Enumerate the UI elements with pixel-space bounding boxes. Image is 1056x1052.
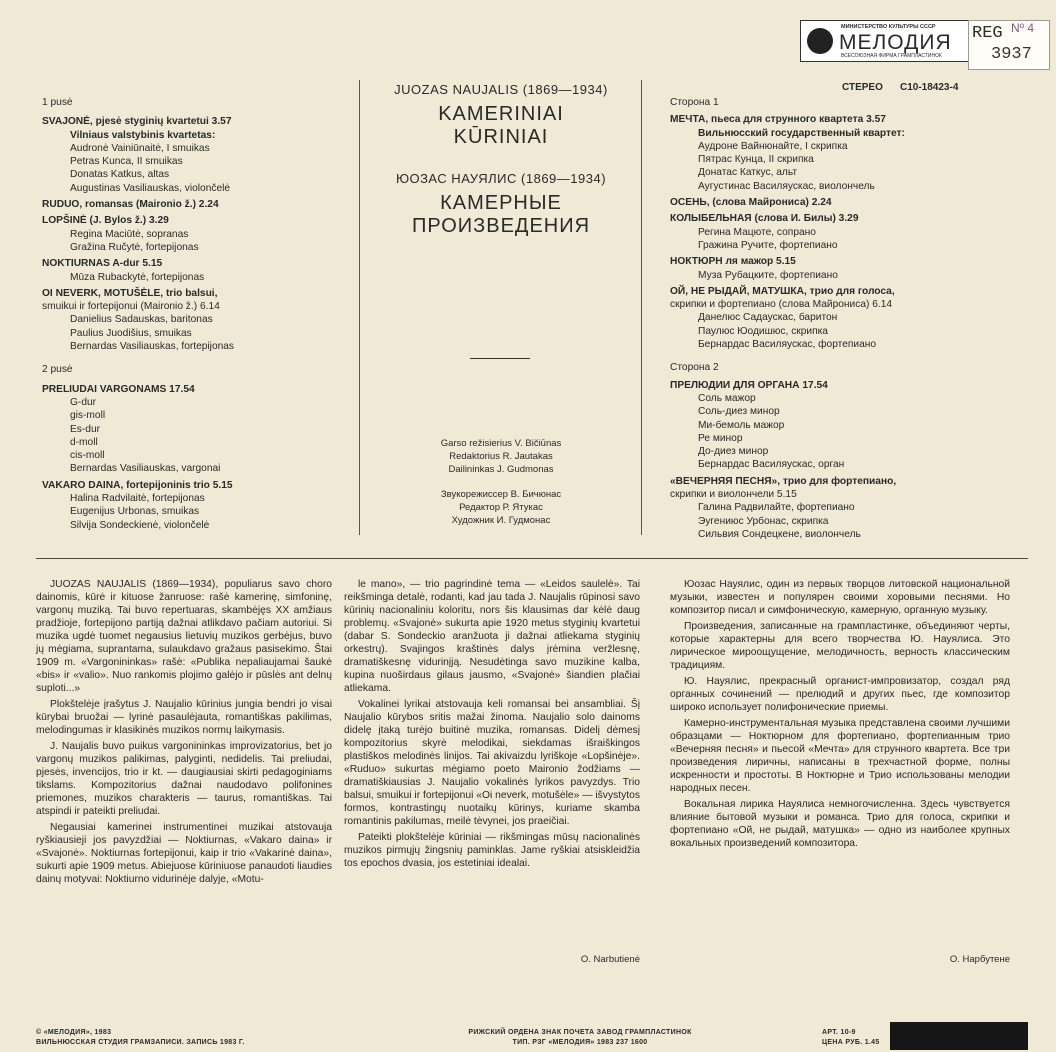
notes-lt-paragraph: J. Naujalis buvo puikus vargonininkas improvizatorius, bet jo vargonų muzikos palikimas, palyginti, nedidelis. Tai preliudai, pjesės, invencijos, trio ir kt. — daugiausiai skirti pedagoginiams tikslams. Kompozitorius dažnai naudodavo polifonines priemones, muzikos charakteris — taurus, romantiškas. Tai atspindi ir pateikti preliudai. <box>36 741 332 817</box>
ru-side1-item: Донатас Каткус, альт <box>698 167 798 179</box>
lt-side2-item: PRELIUDAI VARGONAMS 17.54 <box>42 383 195 395</box>
ru-side1-item: Бернардас Василяускас, фортепиано <box>698 339 877 351</box>
lt-side1-item: Vilniaus valstybinis kvartetas: <box>70 129 216 141</box>
credit-lt-artist: Dailininkas J. Gudmonas <box>448 463 554 475</box>
lt-side2-item: Es-dur <box>70 423 101 435</box>
title-ru-1: КАМЕРНЫЕ <box>440 192 562 214</box>
top-right-divider <box>641 80 642 535</box>
ru-side2-item: Галина Радвилайте, фортепиано <box>698 502 855 514</box>
barcode-block <box>890 1022 1028 1050</box>
footer-studio: ВИЛЬНЮССКАЯ СТУДИЯ ГРАМЗАПИСИ. ЗАПИСЬ 1983 Г. <box>36 1038 245 1046</box>
ru-side2-item: Бернардас Василяускас, орган <box>698 459 845 471</box>
ru-side1-item: скрипки и фортепиано (слова Майрониса) 6.14 <box>670 299 893 311</box>
lt-side2-item: Halina Radvilaitė, fortepijonas <box>70 493 205 505</box>
lt-side1-item: Gražina Ručytė, fortepijonas <box>70 241 199 253</box>
notes-lt-paragraph: Negausiai kamerinei instrumentinei muzikai atstovauja ryškiausieji jos pavyzdžiai — Noktiurnas, «Vakaro daina» ir «Svajonė». Noktiurnas fortepijonui, kaip ir trio «Vakarinė daina», sukurti apie 1909 metus. Abiejuose kūriniuose panaudoti liaudies dainų motyvai: Noktiurno vidurinėje dalyje, «Motu- <box>36 822 332 885</box>
credits-ru <box>362 489 640 527</box>
logo-brand: МЕЛОДИЯ <box>839 31 952 54</box>
footer-art: АРТ. 10-9 <box>822 1029 856 1036</box>
notes-ru-paragraph: Юозас Науялис, один из первых творцов литовской национальной музыки, известен и популярен своими хоровыми песнями. Но композитор писал и симфоническую, камерную, органную музыку. <box>670 579 1010 616</box>
lt-side1-item: Regina Maciūtė, sopranas <box>70 228 189 240</box>
credit-ru-artist: Художник И. Гудмонас <box>451 514 551 526</box>
sticker-line2: 3937 <box>991 45 1032 64</box>
ru-side2-item: До-диез минор <box>698 446 769 458</box>
lt-side2-item: Bernardas Vasiliauskas, vargonai <box>70 463 221 475</box>
lt-side1-item: smuikui ir fortepijonui (Maironio ž.) 6.14 <box>42 301 220 313</box>
lt-side1-item: Bernardas Vasiliauskas, fortepijonas <box>70 341 235 353</box>
footer-middle <box>440 1028 720 1047</box>
lt-side2-heading: 2 pusė <box>42 364 73 376</box>
ru-side2-item: скрипки и виолончели 5.15 <box>670 489 797 501</box>
ru-side2-item: Ре минор <box>698 432 743 444</box>
notes-lt-paragraph: le mano», — trio pagrindinė tema — «Leidos saulelė». Tai reikšminga detalė, rodanti, kad jau tada J. Naujalis rūpinosi savo kūrinių nacionaliniu koloritu, nors šis klausimas dar kėlė daug problemų. «Svajonė» sukurta apie 1920 metus styginių kvartetui (dabar S. Sondeckio aranžuota ji dažnai atliekama styginių orkestrų). Svajingos kraštinės dalys įrėmina veržlesnę, dramatiškesnę vidurinįją. Nesudėtinga savo muzikine kalba, kupina nuoširdaus gilaus jausmo, «Svajonė» šiandien plačiai atliekama. <box>344 579 640 694</box>
credits-lt <box>362 438 640 476</box>
lt-side1-item: Augustinas Vasiliauskas, violončelė <box>70 182 231 194</box>
ru-side2-item: Соль-диез минор <box>698 406 780 418</box>
ru-side1-item: Паулюс Юодишюс, скрипка <box>698 325 828 337</box>
notes-lt-paragraph: JUOZAS NAUJALIS (1869—1934), populiarus savo choro dainomis, kūrė ir kituose žanruose: rašė kamerinę, simfoninę, vargonų muziką. Tai buvo repertuaras, skambėjęs XX amžiaus pradžioje, fortepijono partiją dažnai atlikdavo pačiam autoriui. Si muzika ugdė tuomet negausius lietuvių muzikos gerbėjus, buvo jų mėgiama, suprantama, sulaukdavo gražaus pasisekimo. Štai 1909 m. «Vargonininkas» rašė: «Publika nepaliaujamai šaukė «bis» ir «valio». Nuo rankomis plojimo galėjo ir pūslės ant delnų suploti...» <box>36 579 332 694</box>
center-short-rule <box>470 358 530 359</box>
logo-company: ВСЕСОЮЗНАЯ ФИРМА ГРАМПЛАСТИНОК <box>841 53 942 59</box>
ru-side1-item: ОСЕНЬ, (слова Майрониса) 2.24 <box>670 197 832 209</box>
top-left-divider <box>359 80 360 535</box>
lt-side1-list <box>42 115 354 353</box>
sticker-line1: REG <box>972 24 1003 43</box>
ru-side1-item: ОЙ, НЕ РЫДАЙ, МАТУШКА, трио для голоса, <box>670 285 895 297</box>
reg-sticker <box>968 20 1050 70</box>
lt-side1-item: NOKTIURNAS A-dur 5.15 <box>42 258 163 270</box>
notes-ru <box>670 578 1010 850</box>
ru-side2-item: «ВЕЧЕРНЯЯ ПЕСНЯ», трио для фортепиано, <box>670 475 897 487</box>
lt-side1-item: Audronė Vainiūnaitė, I smuikas <box>70 142 210 154</box>
composer-lt: JUOZAS NAUJALIS (1869—1934) <box>394 82 608 97</box>
notes-ru-paragraph: Камерно-инструментальная музыка представлена своими лучшими образцами — Ноктюрном для фортепиано, фортепианным трио «Вечерняя песня» и пьесой «Мечта» для струнного квартета. Все три произведения лиричны, написаны в трехчастной форме, полны искренности и простоты. В Ноктюрне и Трио использованы мелодии народных песен. <box>670 718 1010 794</box>
ru-side1-item: Данелюс Садаускас, баритон <box>698 312 838 324</box>
ru-side1-item: КОЛЫБЕЛЬНАЯ (слова И. Билы) 3.29 <box>670 213 859 225</box>
ru-side2-heading: Сторона 2 <box>670 362 719 374</box>
ru-side2-item: ПРЕЛЮДИИ ДЛЯ ОРГАНА 17.54 <box>670 379 828 391</box>
ru-side1-list <box>670 113 1010 351</box>
lt-side1-item: Petras Kunca, II smuikas <box>70 156 183 168</box>
credit-lt-editor: Redaktorius R. Jautakas <box>449 450 553 462</box>
notes-lt-paragraph: Pateikti plokštelėje kūriniai — rikšmingas mūsų nacionalinės muzikos pirmųjų žingsnių paminklas. Jame ryškiai atsiskleidžia tos epochos dvasia, jos estetiniai idealai. <box>344 832 640 869</box>
notes-lt-col1 <box>36 578 332 886</box>
lt-side1-item: RUDUO, romansas (Maironio ž.) 2.24 <box>42 199 219 211</box>
ru-side1-item: Аугустинас Василяускас, виолончель <box>698 180 875 192</box>
lt-side2-item: d-moll <box>70 436 98 448</box>
melodiya-logo <box>800 20 972 62</box>
lt-side2-item: Eugenijus Urbonas, smuikas <box>70 506 200 518</box>
lt-side1-item: Donatas Katkus, altas <box>70 169 170 181</box>
footer-factory: РИЖСКИЙ ОРДЕНА ЗНАК ПОЧЕТА ЗАВОД ГРАМПЛАСТИНОК <box>468 1029 692 1036</box>
ru-side1-item: НОКТЮРН ля мажор 5.15 <box>670 256 796 268</box>
notes-ru-signature: О. Нарбутене <box>949 954 1010 965</box>
lt-side1-item: Mūza Rubackytė, fortepijonas <box>70 271 205 283</box>
lt-side2-item: cis-moll <box>70 450 105 462</box>
title-lt-2: KŪRINIAI <box>453 126 549 148</box>
footer-copyright: © «МЕЛОДИЯ», 1983 <box>36 1029 112 1036</box>
footer-cost: ЦЕНА РУБ. 1.45 <box>822 1038 880 1046</box>
catalog-number: С10-18423-4 <box>900 82 959 93</box>
lt-side2-item: VAKARO DAINA, fortepijoninis trio 5.15 <box>42 479 233 491</box>
logo-ministry: МИНИСТЕРСТВО КУЛЬТУРЫ СССР <box>841 24 936 30</box>
horizontal-divider <box>36 558 1028 559</box>
notes-lt-col2 <box>344 578 640 870</box>
lt-side2-item: Silvija Sondeckienė, violončelė <box>70 519 210 531</box>
composer-ru: ЮОЗАС НАУЯЛИС (1869—1934) <box>395 171 607 186</box>
ru-side1-item: Регина Мацюте, сопрано <box>698 226 816 238</box>
lt-side1-item: Danielius Sadauskas, baritonas <box>70 314 213 326</box>
ru-side1-item: Аудроне Вайнюнайте, I скрипка <box>698 140 848 152</box>
credit-lt-sound: Garso režisierius V. Bičiūnas <box>440 438 562 449</box>
ru-side1-item: МЕЧТА, пьеса для струнного квартета 3.57 <box>670 114 886 126</box>
melodiya-emblem-icon <box>807 28 833 54</box>
lt-side2-item: G-dur <box>70 396 97 408</box>
title-lt-1: KAMERINIAI <box>438 103 564 125</box>
ru-side1-heading: Сторона 1 <box>670 97 719 108</box>
credit-ru-editor: Редактор Р. Ятукас <box>459 501 543 513</box>
footer-print: ТИП. РЗГ «МЕЛОДИЯ» 1983 237 1600 <box>512 1038 648 1046</box>
center-block <box>362 80 640 238</box>
lt-side2-item: gis-moll <box>70 410 106 422</box>
lt-side1-item: OI NEVERK, MOTUŠĖLE, trio balsui, <box>42 287 218 299</box>
ru-side2-item: Сильвия Сондецкене, виолончель <box>698 528 861 540</box>
catalog-format: СТЕРЕО <box>842 82 883 93</box>
ru-side1-item: Пятрас Кунца, II скрипка <box>698 154 814 166</box>
credit-ru-sound: Звукорежиссер В. Бичюнас <box>440 489 562 500</box>
notes-lt-paragraph: Plokštelėje įrašytus J. Naujalio kūrinius jungia bendri jo visai kūrybai bruožai — lyrinė pasaulėjauta, romantiškas pakilimas, melodingumas ir klasikinės muzikos normų laikymasis. <box>36 699 332 736</box>
lt-side2-list <box>42 383 354 532</box>
notes-lt-signature: O. Narbutienė <box>580 954 640 965</box>
notes-ru-paragraph: Вокальная лирика Науялиса немногочисленна. Здесь чувствуется влияние бытовой музыки и романса. Трио для голоса, скрипки и фортепиано «Ой, не рыдай, матушка» — одно из наиболее крупных вокальных произведений композитора. <box>670 799 1010 849</box>
ru-tracklist <box>670 96 1010 541</box>
ru-side2-item: Соль мажор <box>698 392 756 404</box>
lt-side1-item: Paulius Juodišius, smuikas <box>70 327 192 339</box>
ru-side1-item: Муза Рубацките, фортепиано <box>698 269 838 281</box>
lt-side1-item: SVAJONĖ, pjesė styginių kvartetui 3.57 <box>42 116 232 128</box>
notes-ru-paragraph: Ю. Науялис, прекрасный органист-импровизатор, создал ряд органных сочинений — прелюдий и других пьес, где композитор широко использует полифонические приемы. <box>670 676 1010 713</box>
footer-price <box>822 1028 880 1047</box>
ru-side1-item: Гражина Ручите, фортепиано <box>698 239 838 251</box>
ru-side2-item: Эугениюс Урбонас, скрипка <box>698 515 829 527</box>
ru-side1-item: Вильнюсский государственный квартет: <box>698 127 905 139</box>
title-ru-2: ПРОИЗВЕДЕНИЯ <box>411 215 591 237</box>
notes-lt-paragraph: Vokalinei lyrikai atstovauja keli romansai bei ansambliai. Šį Naujalio kūrybos sritis mažai žinoma. Naujalio solo dainoms didelę įtaką turėjo buitinė muzika, romansas. Didelį dėmesį kompozitorius skyrė melodikai, siekdamas išraiškingos plastiškos melodinės linijos. Tai akivaizdu lyriškoje «Lopšinėje». «Ruduo» sukurtas mėgiamo poeto Maironio žodžiams — dramatiškiausias J. Naujalio vokalinės lyrikos pavyzdys. Trio balsui, smuikui ir fortepijonui «Oi neverk, motušėle» — išvystytos formos, kontrastingų nuotaikų kūrinys, kuriame skamba romantinis pakilumas, meilė tėvynei, jos praeičiai. <box>344 699 640 827</box>
ru-side2-list <box>670 379 1010 542</box>
lt-side1-heading: 1 pusė <box>42 97 73 108</box>
lt-side1-item: LOPŠINĖ (J. Bylos ž.) 3.29 <box>42 215 169 227</box>
footer-left <box>36 1028 245 1047</box>
sticker-corner: Nº 4 <box>1011 21 1035 35</box>
lt-tracklist <box>42 96 354 532</box>
ru-side2-item: Ми-бемоль мажор <box>698 419 785 431</box>
notes-ru-paragraph: Произведения, записанные на грампластинке, объединяют черты, которые характерны для всего творчества Ю. Науялиса. Это лирическое мироощущение, мелодичность, верность классическим традициям. <box>670 621 1010 671</box>
